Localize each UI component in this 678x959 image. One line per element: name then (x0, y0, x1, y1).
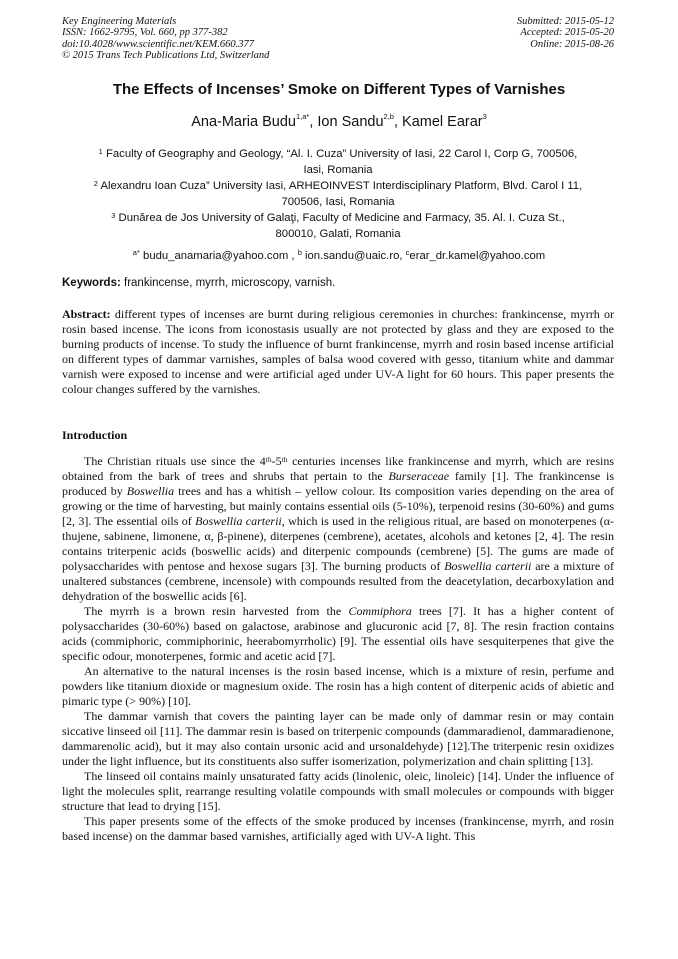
affiliation-line: Faculty of Geography and Geology, “Al. I. Cuza” University of Iasi, 22 Carol I, Corp G, 700506, (105, 148, 578, 160)
abstract-label: Abstract: (62, 307, 111, 321)
keywords-label: Keywords: (62, 277, 121, 289)
body-text (62, 454, 614, 844)
email-address: ion.sandu@uaic.ro, (305, 250, 403, 262)
journal-name: Key Engineering Materials (62, 16, 177, 27)
paragraph: The Christian rituals use since the 4th-5th centuries incenses like frankincense and myrrh, which are resins obtained from the bark of trees and shrubs that pertain to the Burseraceae family [1]. The frankincense is produced by Boswellia trees and has a whitish – yellow colour. Its composition varies depending on the area of growing or the time of harvesting, but mainly contains essential oils (5-10%), terpenoid resins (30-60%) and gums [2, 3]. The essential oils of Boswellia carterii, which is used in the religious ritual, are based on monoterpenes (α-thujene, sabinene, limonene, α, β-pinene), diterpenes (cembrene), acetates, alcohols and ketones [2, 4]. The resin contains triterpenic acids (boswellic acids) and diterpenic compounds (cembrene) [5]. The gums are made of polysaccharides with pentose and hexose sugars [3]. The burning products of Boswellia carterii are a mixture of unaltered substances (cembrene, incensole) with compounds resulted from the deacetylation, decarboxylation and dehydration of the boswellic acids [6]. (62, 454, 615, 603)
paragraph: This paper presents some of the effects of the smoke produced by incenses (frankincense, myrrh, and rosin based incense) on the dammar based varnishes, artificially aged with UV-A light. This (62, 814, 614, 843)
affiliation-line: 800010, Galati, Romania (275, 228, 401, 240)
email-mark: a* (132, 248, 140, 257)
submitted-date: Submitted: 2015-05-12 (516, 16, 614, 27)
email-mark: b (297, 248, 302, 257)
email-mark: c (405, 248, 410, 257)
accepted-date: Accepted: 2015-05-20 (520, 27, 614, 39)
author-affiliation-mark: 3 (482, 112, 487, 121)
author-affiliation-mark: 1,a* (295, 112, 310, 121)
section-heading: Introduction (62, 428, 128, 442)
affiliation-3 (58, 210, 618, 242)
paper-title: The Effects of Incenses’ Smoke on Different Types of Varnishes (112, 81, 566, 98)
affiliation-mark: 2 (93, 179, 98, 188)
affiliation-2 (58, 178, 618, 210)
affiliation-mark: 1 (98, 147, 103, 156)
paragraph: The dammar varnish that covers the painting layer can be made only of dammar resin or may contain siccative linseed oil [11]. The dammar resin is based on triterpenic compounds (dammaradienol, dammaradienone, dammarenolic acid), but it may also contain ursonic acid and ursonaldehyde) [12].The triterpenic resin oxidizes under the light influence, but its constituents also suffer isomerization, polymerization and chain splitting [13]. (62, 709, 614, 768)
email-address: erar_dr.kamel@yahoo.com (409, 250, 546, 262)
affiliation-line: Alexandru Ioan Cuza” University Iasi, ARHEOINVEST Interdisciplinary Platform, Blvd. Carol I 11, (100, 180, 583, 192)
abstract-text: different types of incenses are burnt during religious ceremonies in churches: frankincense, myrrh or rosin based incense. The icons from iconostasis usually are not protected by glass and they are exposed to the burning products of incense. To study the influence of burnt frankincense, myrrh and rosin based incense artificial on different types of dammar varnishes, samples of balsa wood covered with gesso, titanium white and dammar varnish were exposed to incense and were artificial aged under UV-A light for 60 hours. This paper presents the colour changes suffered by the varnishes. (62, 307, 615, 396)
author-affiliation-mark: 2,b (383, 112, 394, 121)
copyright-line: © 2015 Trans Tech Publications Ltd, Switzerland (62, 50, 270, 62)
journal-info (62, 16, 269, 62)
author-name: Ana-Maria Budu (191, 114, 296, 130)
email-list (0, 250, 678, 262)
author-list: Ana-Maria Budu$^{1,a*}$, Ion Sandu$^{2,b}$, Kamel Earar$^3$ (191, 112, 487, 130)
submission-dates (517, 16, 614, 50)
affiliation-1 (58, 146, 618, 178)
issn-line: ISSN: 1662-9795, Vol. 660, pp 377-382 (62, 27, 228, 39)
affiliation-line: Iasi, Romania (303, 164, 373, 176)
affiliation-line: 700506, Iasi, Romania (281, 196, 395, 208)
paragraph: An alternative to the natural incenses is the rosin based incense, which is a mixture of resin, perfume and powders like titanium dioxide or magnesium oxide. The rosin has a high content of diterpenic acids of abietic and pimaric type (> 90%) [10]. (62, 664, 614, 708)
paragraph: The myrrh is a brown resin harvested from the Commiphora trees [7]. It has a higher content of polysaccharides (30-60%) based on galactose, arabinose and glucuronic acid [7, 8]. The resin fraction contains acids (commiphoric, commiphorinic, heerabomyrrholic) [9]. The essential oils have sesquiterpenes that give the specific odour, monoterpenes, formic and acetic acid [7]. (62, 604, 615, 663)
online-date: Online: 2015-08-26 (530, 38, 614, 50)
author-name: Kamel Earar (402, 114, 483, 130)
doi-line: doi:10.4028/www.scientific.net/KEM.660.377 (62, 38, 254, 50)
email-address: budu_anamaria@yahoo.com , (143, 250, 295, 262)
author-name: Ion Sandu (317, 114, 384, 130)
keywords-text: frankincense, myrrh, microscopy, varnish. (124, 277, 336, 289)
affiliation-mark: 3 (111, 211, 116, 220)
paragraph: The linseed oil contains mainly unsaturated fatty acids (linolenic, oleic, linoleic) [14]. Under the influence of light the molecules split, rearrange resulting volatile compounds with small molecules or compounds with bigger structure that lead to drying [15]. (62, 769, 614, 813)
keywords (62, 277, 335, 289)
affiliation-line: Dunărea de Jos University of Galaţi, Faculty of Medicine and Farmacy, 35. Al. I. Cuza St., (118, 212, 565, 224)
abstract (62, 307, 614, 397)
